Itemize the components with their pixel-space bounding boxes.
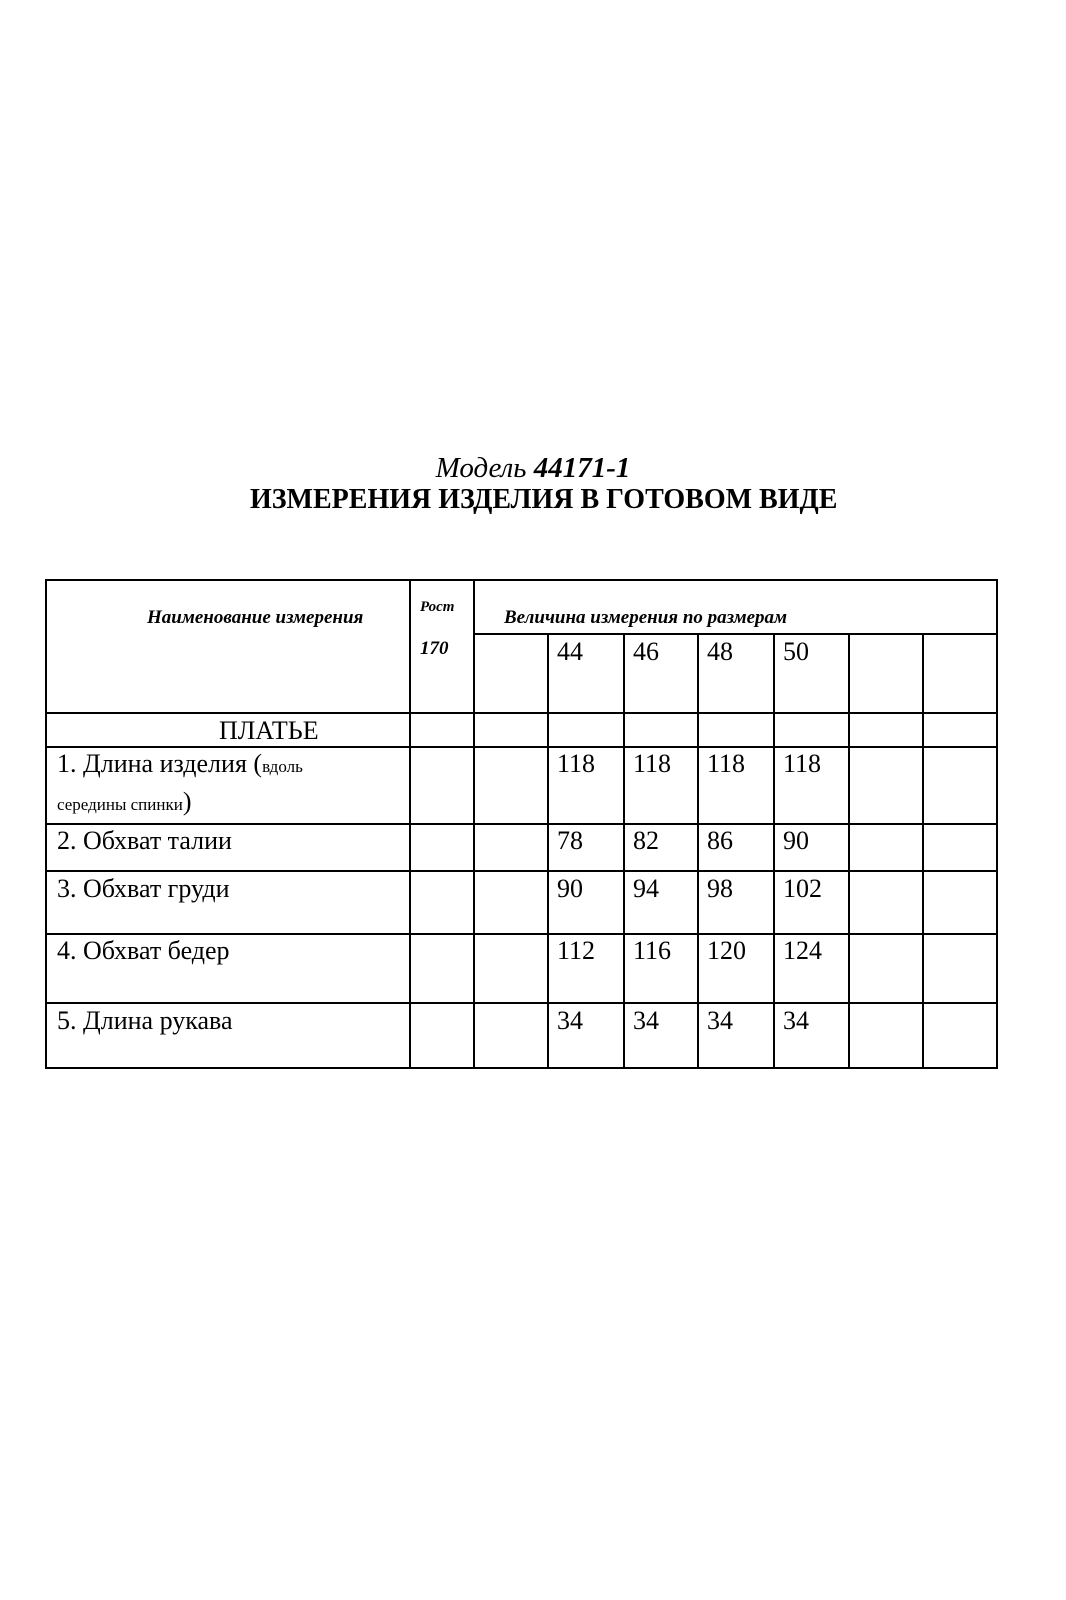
row-label [57,749,303,779]
header-height-label: Рост [420,599,455,615]
size-header: 44 [557,637,583,666]
table-cell: 120 [707,936,746,965]
grid-line [47,870,998,872]
table-cell: 34 [783,1006,809,1035]
grid-line [848,633,850,1069]
table-cell: 90 [783,826,809,855]
size-header: 50 [783,637,809,666]
grid-line [47,933,998,935]
header-size-values: Величина измерения по размерам [504,607,788,628]
grid-line [473,581,475,1069]
grid-line [697,633,699,1069]
table-cell: 90 [557,874,583,903]
table-cell: 118 [707,749,746,778]
table-cell: 78 [557,826,583,855]
table-cell: 98 [707,874,733,903]
grid-line [47,1002,998,1004]
grid-line [922,633,924,1069]
model-prefix: Модель [435,452,527,484]
row-label: 5. Длина рукава [57,1006,233,1035]
grid-line [547,633,549,1069]
row-label-main: 1. Длина изделия ( [57,749,263,778]
table-cell: 102 [783,874,822,903]
table-cell: 118 [557,749,596,778]
grid-line [773,633,775,1069]
table-cell: 112 [557,936,596,965]
measurement-table [45,579,998,1069]
row-label-close: ) [182,787,192,816]
table-cell: 34 [633,1006,659,1035]
header-height-value: 170 [420,638,449,659]
table-cell: 34 [707,1006,733,1035]
table-cell: 86 [707,826,733,855]
grid-line [623,633,625,1069]
row-label-note: вдоль [262,757,303,776]
row-label-note: середины спинки [57,795,183,814]
section-label: ПЛАТЬЕ [219,716,319,745]
row-label-continued [57,787,192,817]
table-cell: 118 [783,749,822,778]
grid-line [47,823,998,825]
row-label: 4. Обхват бедер [57,936,230,965]
size-header: 48 [707,637,733,666]
page-title: ИЗМЕРЕНИЯ ИЗДЕЛИЯ В ГОТОВОМ ВИДЕ [250,484,838,515]
grid-line [409,581,411,1069]
table-cell: 118 [633,749,672,778]
row-label: 2. Обхват талии [57,826,232,855]
grid-line [47,712,998,714]
table-cell: 116 [633,936,672,965]
table-cell: 124 [783,936,822,965]
model-number: 44171-1 [533,452,631,484]
grid-line [474,633,998,635]
size-header: 46 [633,637,659,666]
table-cell: 34 [557,1006,583,1035]
grid-line [47,746,998,748]
table-cell: 94 [633,874,659,903]
row-label: 3. Обхват груди [57,874,230,903]
table-cell: 82 [633,826,659,855]
header-measurement-name: Наименование измерения [147,607,364,628]
model-heading [0,452,1066,484]
